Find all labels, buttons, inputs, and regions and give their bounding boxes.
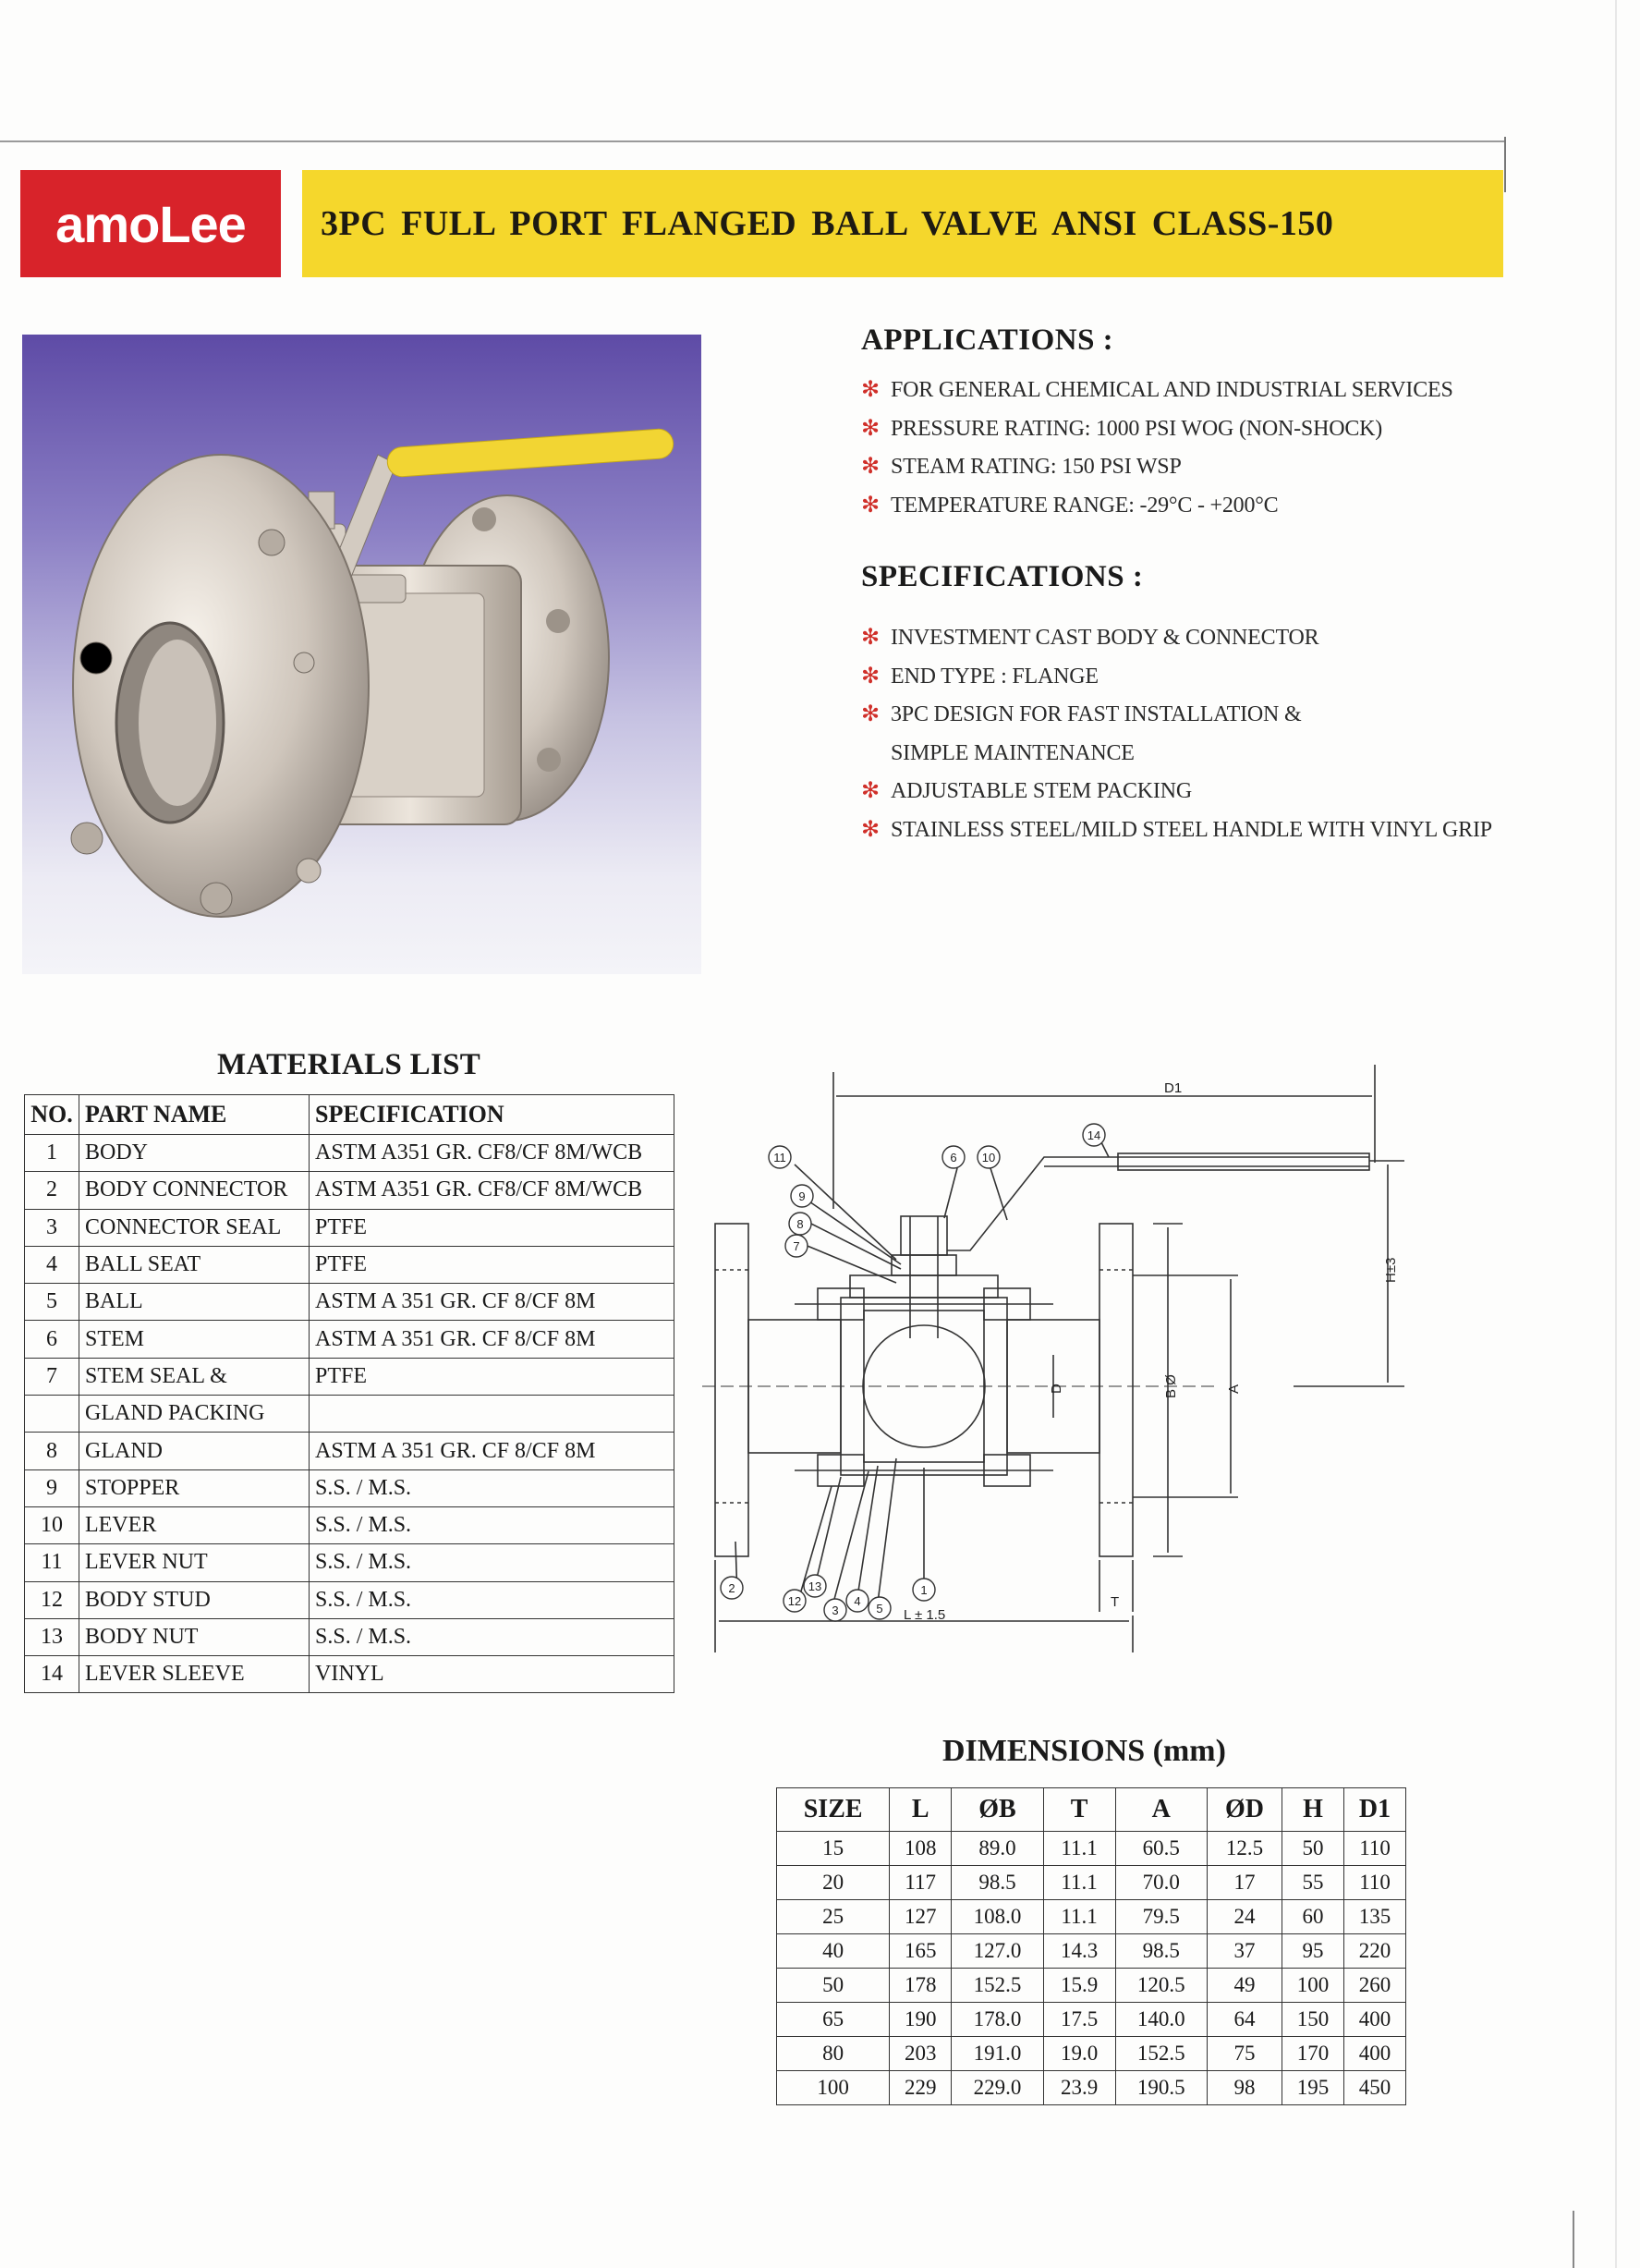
specification-cell: S.S. / M.S.	[310, 1506, 674, 1543]
dimension-cell: 55	[1282, 1866, 1344, 1900]
part-name-cell: LEVER NUT	[79, 1544, 310, 1581]
dimension-cell: 17	[1207, 1866, 1282, 1900]
table-row	[25, 1284, 674, 1321]
dimension-cell: 37	[1207, 1934, 1282, 1969]
asterisk-icon: ✻	[861, 817, 880, 842]
asterisk-icon: ✻	[861, 378, 880, 402]
dimension-cell: 60.5	[1115, 1832, 1207, 1866]
asterisk-icon: ✻	[861, 702, 880, 726]
part-number-cell	[25, 1396, 79, 1433]
specifications-list	[861, 619, 1600, 849]
dimension-cell: 117	[890, 1866, 952, 1900]
balloon-2	[721, 1577, 743, 1599]
table-row	[777, 2071, 1406, 2105]
dimension-cell: 152.5	[952, 1969, 1043, 2003]
dimension-cell: 203	[890, 2037, 952, 2071]
balloon-13	[804, 1575, 826, 1597]
part-number-cell: 3	[25, 1209, 79, 1246]
dimensions-body	[777, 1832, 1406, 2105]
dimension-cell: 11.1	[1043, 1866, 1115, 1900]
dimension-cell: 15	[777, 1832, 890, 1866]
svg-text:13: 13	[808, 1579, 822, 1593]
dimension-cell: 89.0	[952, 1832, 1043, 1866]
asterisk-icon: ✻	[861, 416, 880, 441]
balloon-12	[784, 1590, 806, 1612]
dimension-cell: 24	[1207, 1900, 1282, 1934]
column-header: T	[1043, 1788, 1115, 1832]
specification-cell: ASTM A 351 GR. CF 8/CF 8M	[310, 1321, 674, 1358]
part-number-cell: 2	[25, 1172, 79, 1209]
dim-label-t: T	[1111, 1594, 1120, 1610]
dimension-cell: 15.9	[1043, 1969, 1115, 2003]
dimensions-title: DIMENSIONS (mm)	[942, 1734, 1226, 1768]
part-name-cell: BALL	[79, 1284, 310, 1321]
specification-cell: VINYL	[310, 1656, 674, 1693]
list-item: ✻ PRESSURE RATING: 1000 PSI WOG (NON-SHOCK)	[861, 410, 1600, 449]
dimension-cell: 150	[1282, 2003, 1344, 2037]
specification-cell: S.S. / M.S.	[310, 1469, 674, 1506]
column-header: NO.	[25, 1095, 79, 1135]
part-name-cell: LEVER SLEEVE	[79, 1656, 310, 1693]
dimension-cell: 229.0	[952, 2071, 1043, 2105]
column-header: H	[1282, 1788, 1344, 1832]
table-row	[777, 1832, 1406, 1866]
dimension-cell: 190.5	[1115, 2071, 1207, 2105]
balloon-6	[942, 1146, 965, 1168]
part-name-cell: LEVER	[79, 1506, 310, 1543]
dimension-cell: 120.5	[1115, 1969, 1207, 2003]
part-number-cell: 7	[25, 1358, 79, 1395]
svg-text:2: 2	[728, 1581, 735, 1595]
dimension-cell: 152.5	[1115, 2037, 1207, 2071]
column-header: PART NAME	[79, 1095, 310, 1135]
column-header: ØB	[952, 1788, 1043, 1832]
list-item: ✻ TEMPERATURE RANGE: -29°C - +200°C	[861, 487, 1600, 526]
table-row	[777, 2037, 1406, 2071]
dimension-cell: 98.5	[1115, 1934, 1207, 1969]
table-row	[25, 1581, 674, 1618]
dimension-cell: 98.5	[952, 1866, 1043, 1900]
specification-cell: PTFE	[310, 1358, 674, 1395]
dimension-cell: 65	[777, 2003, 890, 2037]
specification-cell: S.S. / M.S.	[310, 1618, 674, 1655]
table-row	[25, 1469, 674, 1506]
dimension-cell: 135	[1344, 1900, 1406, 1934]
dimension-cell: 80	[777, 2037, 890, 2071]
table-row	[25, 1618, 674, 1655]
specifications-heading: SPECIFICATIONS :	[861, 560, 1144, 593]
table-row	[25, 1433, 674, 1469]
svg-text:12: 12	[787, 1594, 802, 1608]
dimension-cell: 75	[1207, 2037, 1282, 2071]
asterisk-icon: ✻	[861, 664, 880, 689]
table-row	[777, 2003, 1406, 2037]
column-header: D1	[1344, 1788, 1406, 1832]
dimension-cell: 220	[1344, 1934, 1406, 1969]
title-banner	[302, 170, 1503, 277]
dimension-cell: 450	[1344, 2071, 1406, 2105]
list-item: ✻ FOR GENERAL CHEMICAL AND INDUSTRIAL SERVICES	[861, 372, 1600, 410]
materials-table	[24, 1094, 674, 1693]
part-name-cell: BODY	[79, 1135, 310, 1172]
table-row	[777, 1969, 1406, 2003]
part-number-cell: 4	[25, 1246, 79, 1283]
balloon-8	[789, 1213, 811, 1235]
dimension-cell: 17.5	[1043, 2003, 1115, 2037]
dimension-cell: 190	[890, 2003, 952, 2037]
column-header: SPECIFICATION	[310, 1095, 674, 1135]
dimension-cell: 127	[890, 1900, 952, 1934]
part-number-cell: 8	[25, 1433, 79, 1469]
dimension-cell: 108.0	[952, 1900, 1043, 1934]
part-name-cell: BODY STUD	[79, 1581, 310, 1618]
table-row	[25, 1358, 674, 1395]
dimension-cell: 14.3	[1043, 1934, 1115, 1969]
dimension-cell: 11.1	[1043, 1832, 1115, 1866]
dimension-cell: 50	[1282, 1832, 1344, 1866]
asterisk-icon: ✻	[861, 779, 880, 803]
dimension-cell: 127.0	[952, 1934, 1043, 1969]
part-name-cell: STOPPER	[79, 1469, 310, 1506]
dimension-cell: 400	[1344, 2037, 1406, 2071]
part-number-cell: 6	[25, 1321, 79, 1358]
svg-text:3: 3	[832, 1603, 839, 1617]
dimension-cell: 165	[890, 1934, 952, 1969]
dimension-cell: 79.5	[1115, 1900, 1207, 1934]
dimension-cell: 50	[777, 1969, 890, 2003]
specification-cell	[310, 1396, 674, 1433]
balloon-11	[769, 1146, 791, 1168]
balloon-5	[869, 1597, 891, 1619]
svg-text:14: 14	[1087, 1128, 1101, 1142]
specification-cell: ASTM A 351 GR. CF 8/CF 8M	[310, 1284, 674, 1321]
balloon-1	[913, 1579, 935, 1601]
dimension-cell: 170	[1282, 2037, 1344, 2071]
part-name-cell: CONNECTOR SEAL	[79, 1209, 310, 1246]
svg-text:4: 4	[854, 1594, 861, 1608]
specification-cell: ASTM A351 GR. CF8/CF 8M/WCB	[310, 1135, 674, 1172]
svg-text:11: 11	[773, 1151, 786, 1164]
table-row	[25, 1172, 674, 1209]
dimension-cell: 178	[890, 1969, 952, 2003]
brand-logo-text: amoLee	[55, 194, 246, 253]
balloon-14	[1083, 1124, 1105, 1146]
page-title: 3PC FULL PORT FLANGED BALL VALVE ANSI CLASS-150	[321, 204, 1334, 243]
valve-section-drawing	[702, 1061, 1399, 1652]
dimension-cell: 64	[1207, 2003, 1282, 2037]
page-corner-mark	[1573, 2211, 1574, 2268]
dimension-cell: 110	[1344, 1832, 1406, 1866]
part-name-cell: STEM	[79, 1321, 310, 1358]
dim-label-h: H±3	[1383, 1257, 1399, 1283]
part-number-cell: 1	[25, 1135, 79, 1172]
list-item: ✻ STAINLESS STEEL/MILD STEEL HANDLE WITH VINYL GRIP	[861, 811, 1600, 850]
dimension-cell: 70.0	[1115, 1866, 1207, 1900]
column-header: SIZE	[777, 1788, 890, 1832]
brand-logo	[20, 170, 281, 277]
dimension-cell: 400	[1344, 2003, 1406, 2037]
dimension-cell: 12.5	[1207, 1832, 1282, 1866]
list-item: ✻ STEAM RATING: 150 PSI WSP	[861, 448, 1600, 487]
specification-cell: S.S. / M.S.	[310, 1544, 674, 1581]
asterisk-icon: ✻	[861, 455, 880, 479]
asterisk-icon: ✻	[861, 626, 880, 650]
specification-cell: ASTM A351 GR. CF8/CF 8M/WCB	[310, 1172, 674, 1209]
table-row	[25, 1544, 674, 1581]
table-row	[777, 1934, 1406, 1969]
dim-label-d: D	[1049, 1384, 1064, 1394]
list-item-continuation: SIMPLE MAINTENANCE	[891, 740, 1135, 765]
dim-label-b: B Ø	[1163, 1374, 1179, 1398]
table-row	[777, 1900, 1406, 1934]
svg-text:7: 7	[793, 1239, 800, 1253]
applications-heading: APPLICATIONS :	[861, 323, 1114, 357]
specification-cell: ASTM A 351 GR. CF 8/CF 8M	[310, 1433, 674, 1469]
column-header: ØD	[1207, 1788, 1282, 1832]
part-name-cell: BODY CONNECTOR	[79, 1172, 310, 1209]
asterisk-icon: ✻	[861, 493, 880, 518]
list-item: ✻ END TYPE : FLANGE	[861, 658, 1600, 697]
table-row	[25, 1656, 674, 1693]
part-number-cell: 9	[25, 1469, 79, 1506]
dimension-cell: 98	[1207, 2071, 1282, 2105]
column-header: A	[1115, 1788, 1207, 1832]
dim-label-a: A	[1226, 1384, 1242, 1394]
table-row	[25, 1396, 674, 1433]
part-name-cell: GLAND	[79, 1433, 310, 1469]
part-number-cell: 10	[25, 1506, 79, 1543]
svg-text:9: 9	[798, 1189, 806, 1203]
header-rule	[0, 140, 1506, 142]
dimension-cell: 108	[890, 1832, 952, 1866]
list-item: ✻ 3PC DESIGN FOR FAST INSTALLATION &	[861, 696, 1600, 735]
dimension-cell: 25	[777, 1900, 890, 1934]
table-header-row	[777, 1788, 1406, 1832]
dim-label-d1: D1	[1164, 1080, 1183, 1096]
dimension-cell: 19.0	[1043, 2037, 1115, 2071]
balloon-7	[785, 1235, 808, 1257]
dimension-cell: 95	[1282, 1934, 1344, 1969]
dimension-cell: 260	[1344, 1969, 1406, 2003]
part-name-cell: GLAND PACKING	[79, 1396, 310, 1433]
technical-drawing	[702, 1061, 1399, 1652]
specification-cell: PTFE	[310, 1246, 674, 1283]
dimensions-table	[776, 1787, 1406, 2105]
dimension-cell: 195	[1282, 2071, 1344, 2105]
dim-label-l: L ± 1.5	[904, 1607, 946, 1623]
ball-valve-illustration	[22, 335, 701, 974]
table-row	[25, 1135, 674, 1172]
part-name-cell: STEM SEAL &	[79, 1358, 310, 1395]
page-edge-line	[1615, 0, 1617, 2268]
svg-text:1: 1	[920, 1583, 928, 1597]
dimension-cell: 49	[1207, 1969, 1282, 2003]
balloon-3	[824, 1599, 846, 1621]
table-row	[25, 1506, 674, 1543]
svg-text:5: 5	[876, 1602, 883, 1616]
table-row	[25, 1209, 674, 1246]
dimension-cell: 20	[777, 1866, 890, 1900]
dimension-cell: 229	[890, 2071, 952, 2105]
svg-text:6: 6	[950, 1151, 957, 1164]
part-number-cell: 14	[25, 1656, 79, 1693]
part-name-cell: BODY NUT	[79, 1618, 310, 1655]
list-item: ✻ INVESTMENT CAST BODY & CONNECTOR	[861, 619, 1600, 658]
dimension-cell: 178.0	[952, 2003, 1043, 2037]
dimension-cell: 23.9	[1043, 2071, 1115, 2105]
svg-text:10: 10	[981, 1151, 996, 1164]
dimension-cell: 140.0	[1115, 2003, 1207, 2037]
svg-text:8: 8	[796, 1217, 804, 1231]
dimension-cell: 40	[777, 1934, 890, 1969]
header-rule-end	[1504, 137, 1506, 192]
balloon-9	[791, 1185, 813, 1207]
dimension-cell: 11.1	[1043, 1900, 1115, 1934]
table-row	[25, 1246, 674, 1283]
part-name-cell: BALL SEAT	[79, 1246, 310, 1283]
part-number-cell: 12	[25, 1581, 79, 1618]
column-header: L	[890, 1788, 952, 1832]
product-photo	[22, 335, 701, 974]
balloon-4	[846, 1590, 869, 1612]
materials-body	[25, 1135, 674, 1693]
list-item: ✻ ADJUSTABLE STEM PACKING	[861, 773, 1600, 811]
table-header-row	[25, 1095, 674, 1135]
specification-cell: S.S. / M.S.	[310, 1581, 674, 1618]
part-number-cell: 13	[25, 1618, 79, 1655]
table-row	[777, 1866, 1406, 1900]
balloon-10	[978, 1146, 1000, 1168]
part-number-cell: 5	[25, 1284, 79, 1321]
part-number-cell: 11	[25, 1544, 79, 1581]
materials-title: MATERIALS LIST	[217, 1048, 481, 1081]
dimension-cell: 100	[1282, 1969, 1344, 2003]
dimension-cell: 60	[1282, 1900, 1344, 1934]
dimension-cell: 100	[777, 2071, 890, 2105]
applications-list	[861, 372, 1600, 525]
specification-cell: PTFE	[310, 1209, 674, 1246]
dimension-cell: 191.0	[952, 2037, 1043, 2071]
dimension-cell: 110	[1344, 1866, 1406, 1900]
table-row	[25, 1321, 674, 1358]
